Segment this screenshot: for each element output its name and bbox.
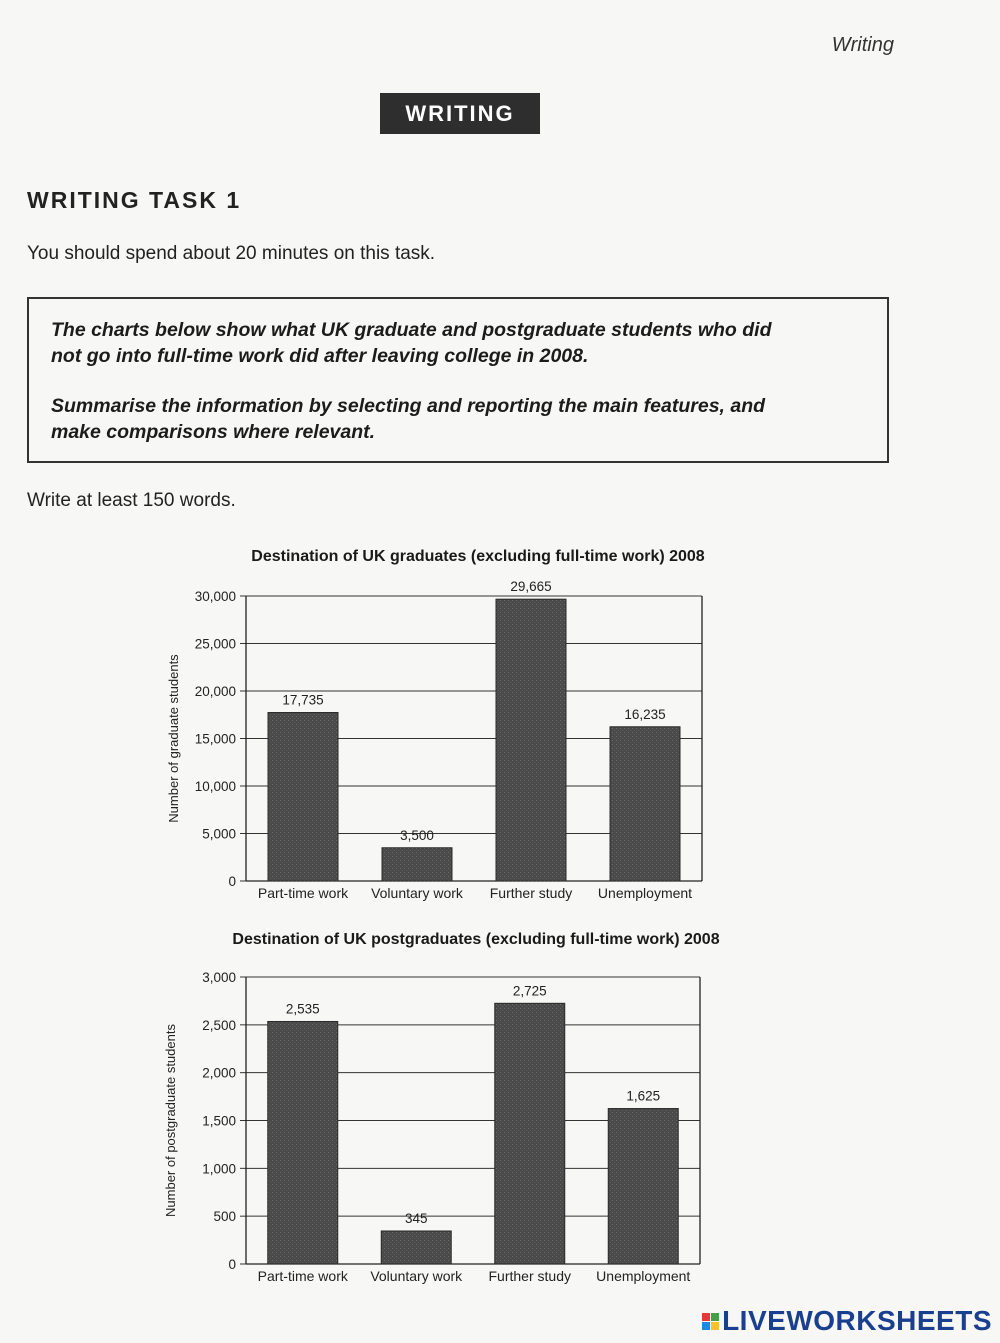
bar	[268, 1021, 338, 1264]
running-head: Writing	[831, 34, 894, 56]
task-prompt-line-2: not go into full-time work did after leaving college in 2008.	[51, 345, 589, 367]
x-category-label: Unemployment	[597, 885, 693, 901]
bar-value-label: 29,665	[510, 579, 552, 595]
x-category-label: Voluntary work	[370, 1268, 463, 1284]
logo-square-yellow	[711, 1322, 719, 1330]
x-category-label: Part-time work	[257, 1268, 348, 1284]
y-tick-label: 25,000	[194, 636, 236, 652]
y-tick-label: 1,000	[202, 1161, 236, 1177]
liveworksheets-watermark	[702, 1305, 992, 1337]
bar	[381, 1231, 451, 1264]
y-tick-label: 2,500	[202, 1017, 236, 1033]
task-summary-line-2: make comparisons where relevant.	[51, 421, 376, 443]
bar	[382, 848, 452, 881]
task-summary-line-1: Summarise the information by selecting and reporting the main features, and	[51, 395, 766, 417]
y-tick-label: 500	[213, 1209, 236, 1225]
bar-value-label: 2,535	[285, 1001, 320, 1017]
section-banner: WRITING	[380, 93, 540, 134]
bar	[268, 713, 338, 881]
y-axis-title: Number of postgraduate students	[163, 1024, 178, 1217]
y-tick-label: 15,000	[194, 731, 236, 747]
x-category-label: Voluntary work	[371, 885, 463, 901]
graduates-chart	[166, 548, 705, 901]
logo-square-green	[711, 1313, 719, 1321]
x-category-label: Unemployment	[596, 1268, 691, 1284]
y-tick-label: 0	[228, 1257, 236, 1272]
word-count-instruction: Write at least 150 words.	[27, 490, 236, 511]
bar-value-label: 345	[404, 1210, 428, 1226]
bar	[495, 1003, 565, 1264]
bar-value-label: 1,625	[626, 1088, 661, 1104]
bar-value-label: 17,735	[282, 692, 324, 708]
bar-value-label: 3,500	[400, 827, 434, 843]
task-title: WRITING TASK 1	[27, 187, 242, 213]
y-tick-label: 30,000	[194, 589, 236, 604]
y-tick-label: 1,500	[202, 1113, 236, 1129]
time-instruction: You should spend about 20 minutes on this task.	[27, 243, 436, 264]
y-tick-label: 3,000	[202, 970, 236, 985]
chart-title: Destination of UK postgraduates (excluding full-time work) 2008	[232, 931, 720, 948]
y-tick-label: 0	[228, 874, 236, 889]
x-category-label: Further study	[489, 885, 573, 901]
bar-value-label: 2,725	[512, 983, 547, 999]
bar	[496, 599, 566, 881]
y-axis-title: Number of graduate students	[166, 654, 181, 823]
x-category-label: Part-time work	[257, 885, 349, 901]
bar-value-label: 16,235	[624, 706, 666, 722]
y-tick-label: 5,000	[202, 826, 236, 842]
task-prompt-line-1: The charts below show what UK graduate and postgraduate students who did	[51, 319, 772, 341]
chart-title: Destination of UK graduates (excluding full-time work) 2008	[251, 548, 705, 565]
x-category-label: Further study	[488, 1268, 571, 1284]
logo-square-blue	[702, 1322, 710, 1330]
bar	[610, 727, 680, 881]
postgraduates-chart	[163, 931, 720, 1284]
y-tick-label: 2,000	[202, 1065, 236, 1081]
bar	[608, 1109, 678, 1264]
logo-square-red	[702, 1313, 710, 1321]
liveworksheets-logo-icon	[702, 1313, 719, 1330]
y-tick-label: 20,000	[194, 684, 236, 699]
y-tick-label: 10,000	[194, 779, 236, 794]
watermark-text: LIVEWORKSHEETS	[722, 1305, 992, 1336]
